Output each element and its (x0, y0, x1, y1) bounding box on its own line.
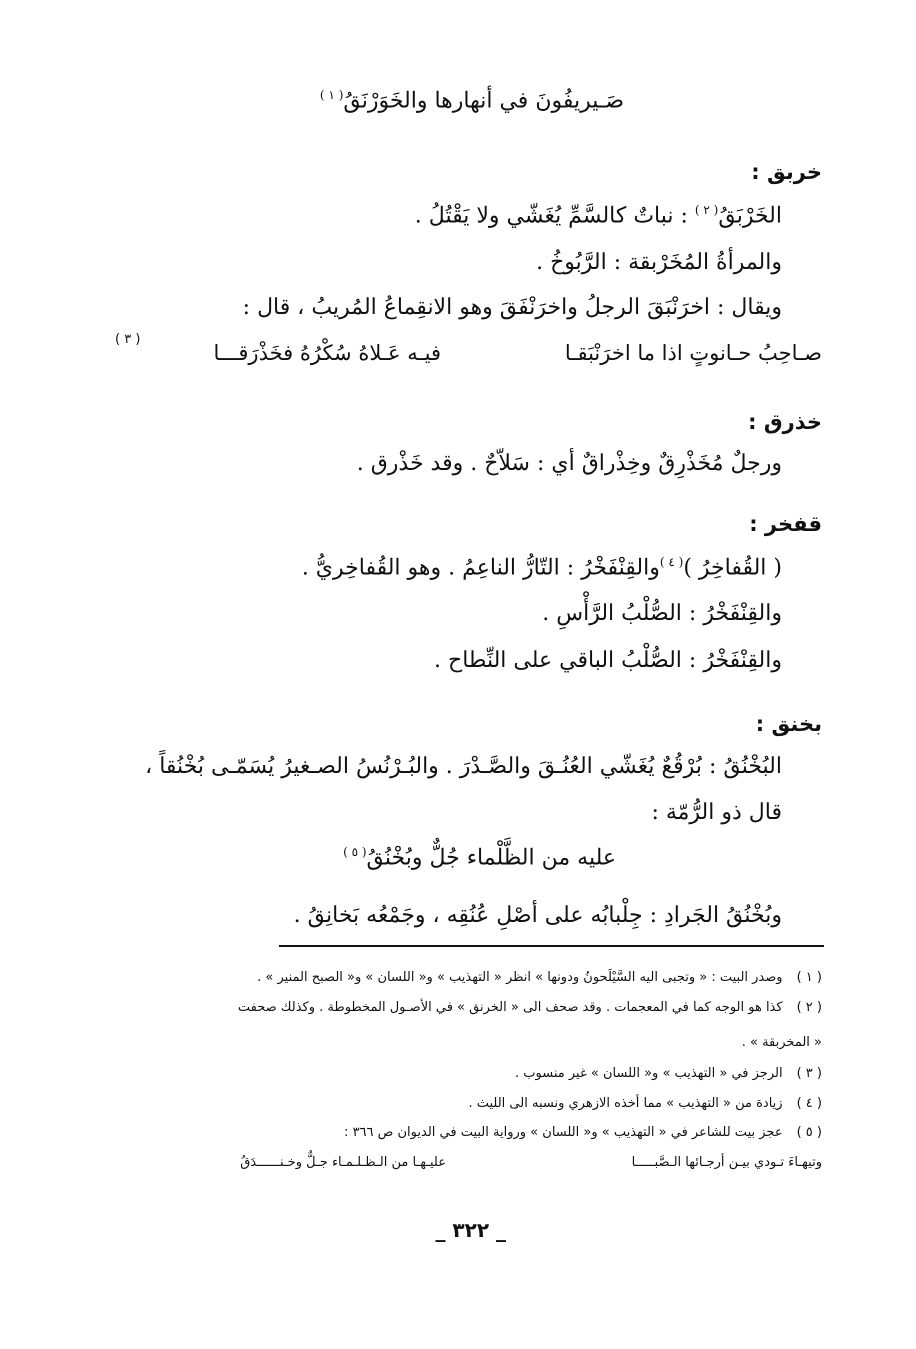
footnote-5 (344, 1125, 822, 1141)
khadhraq-line-1: ورجلٌ مُخَذْرِقٌ وخِذْراقٌ أي : سَلاّحٌ . وقد خَذْرق . (356, 451, 782, 476)
footnote-1-text: وصدر البيت : « وتجبى اليه السَّيْلَحونُ ودونها » انظر « التهذيب » و« اللسان » و« الصبح المنير » . (257, 970, 783, 985)
footnote-ref-4: ( ٤ ) (659, 555, 684, 569)
bukhnuq-verse (343, 845, 616, 872)
footnote-ref-1: ( ١ ) (319, 88, 344, 102)
footnote-2-number: ( ٢ ) (796, 1000, 822, 1015)
continuation-verse-text: صَـيريفُونَ في أنهارها والخَوَرْنَقُ (343, 88, 624, 114)
qafkhar-definition: والقِنْفَخْرُ : التّارُّ الناعِمُ . وهو القُفاخِريُّ . (301, 555, 660, 581)
footnote-ref-2: ( ٢ ) (694, 203, 719, 217)
footnote-ref-5: ( ٥ ) (343, 845, 367, 859)
footnote-ref-3: ( ٣ ) (115, 332, 141, 347)
kharbaq-verse-right: صـاحِبُ حـانوتٍ اذا ما اخرَنْبَقـا (564, 341, 822, 365)
kharbaq-definition: : نباتٌ كالسَّمِّ يُغَشّي ولا يَقْتُلُ . (414, 203, 695, 229)
bukhnuq-line-1: البُخْنُقُ : بُرْقُعٌ يُغَشّي العُنُـقَ والصَّـدْرَ . والبُـرْنُسُ الصـغيرُ يُسَمّـى بُخْنُقاً ، (145, 754, 782, 779)
footnote-5-text: عجز بيت للشاعر في « التهذيب » و« اللسان » ورواية البيت في الديوان ص ٣٦٦ : (344, 1125, 783, 1140)
qafkhar-line-3: والقِنْفَخْرُ : الصُّلْبُ الباقي على النِّطاح . (434, 648, 782, 673)
footnote-4-number: ( ٤ ) (796, 1096, 822, 1111)
bukhnuq-verse-text: عليه من الظَّلْماء جُلٌّ وبُخْنُقُ (366, 845, 616, 871)
kharbaq-verse-left: فيـه عَـلاهُ سُكْرُهُ فخَذْرَقـــا (213, 341, 441, 365)
footnote-separator (279, 945, 824, 947)
footnote-1 (257, 970, 822, 986)
kharbaq-line-1 (415, 203, 782, 230)
footnote-3-text: الرجز في « التهذيب » و« اللسان » غير منسوب . (515, 1066, 783, 1081)
footnote-2-text: كذا هو الوجه كما في المعجمات . وقد صحف الى « الخرنق » في الأصـول المخطوطة . وكذلك صحفت (237, 1000, 783, 1015)
entry-heading-bukhnuq: بخنق : (755, 712, 822, 736)
page-number: _ ٣٢٢ _ (435, 1218, 506, 1242)
qafkhar-line-1 (302, 555, 782, 582)
bukhnuq-line-2: قال ذو الرُّمّة : (651, 800, 782, 825)
footnote-5-number: ( ٥ ) (796, 1125, 822, 1140)
footnote-3 (515, 1066, 822, 1082)
kharbaq-line-2: والمرأةُ المُخَرْبقة : الرَّبُوخُ . (536, 250, 782, 275)
footnote-2 (238, 1000, 822, 1016)
footnote-4 (468, 1096, 822, 1112)
kharbaq-line-3: ويقال : اخرَنْبَقَ الرجلُ واخرَنْفَقَ وهو الانقِماعُ المُريبُ ، قال : (242, 295, 782, 320)
continuation-verse (320, 88, 624, 115)
footnote-3-number: ( ٣ ) (796, 1066, 822, 1081)
footnote-1-number: ( ١ ) (796, 970, 822, 985)
footnote-2-continuation: « المخربقة » . (741, 1035, 822, 1050)
kharbaq-term: الخَرْبَقُ (718, 203, 782, 229)
entry-heading-qafkhar: قفخر : (749, 512, 822, 536)
qafkhar-term: ( القُفاخِرُ ) (683, 555, 782, 581)
footnote-4-text: زيادة من « التهذيب » مما أخذه الازهري ونسبه الى الليث . (468, 1096, 783, 1111)
footnote-verse-left: عليـهـا من الـظـلـمـاء جـلٌّ وخـنــــــدَقُ (240, 1155, 446, 1170)
entry-heading-kharbaq: خربق : (751, 160, 822, 184)
entry-heading-khadhraq: خذرق : (748, 410, 822, 434)
qafkhar-line-2: والقِنْفَخْرُ : الصُّلْبُ الرَّأْسِ . (542, 601, 782, 626)
footnote-verse-right: وتيهـاءَ تـودي بيـن أرجـائها الـصَّبـــــا (631, 1155, 822, 1170)
bukhnuq-line-3: وبُخْنُقُ الجَرادِ : جِلْبابُه على أصْلِ عُنُقِه ، وجَمْعُه بَخانِقُ . (293, 903, 782, 928)
